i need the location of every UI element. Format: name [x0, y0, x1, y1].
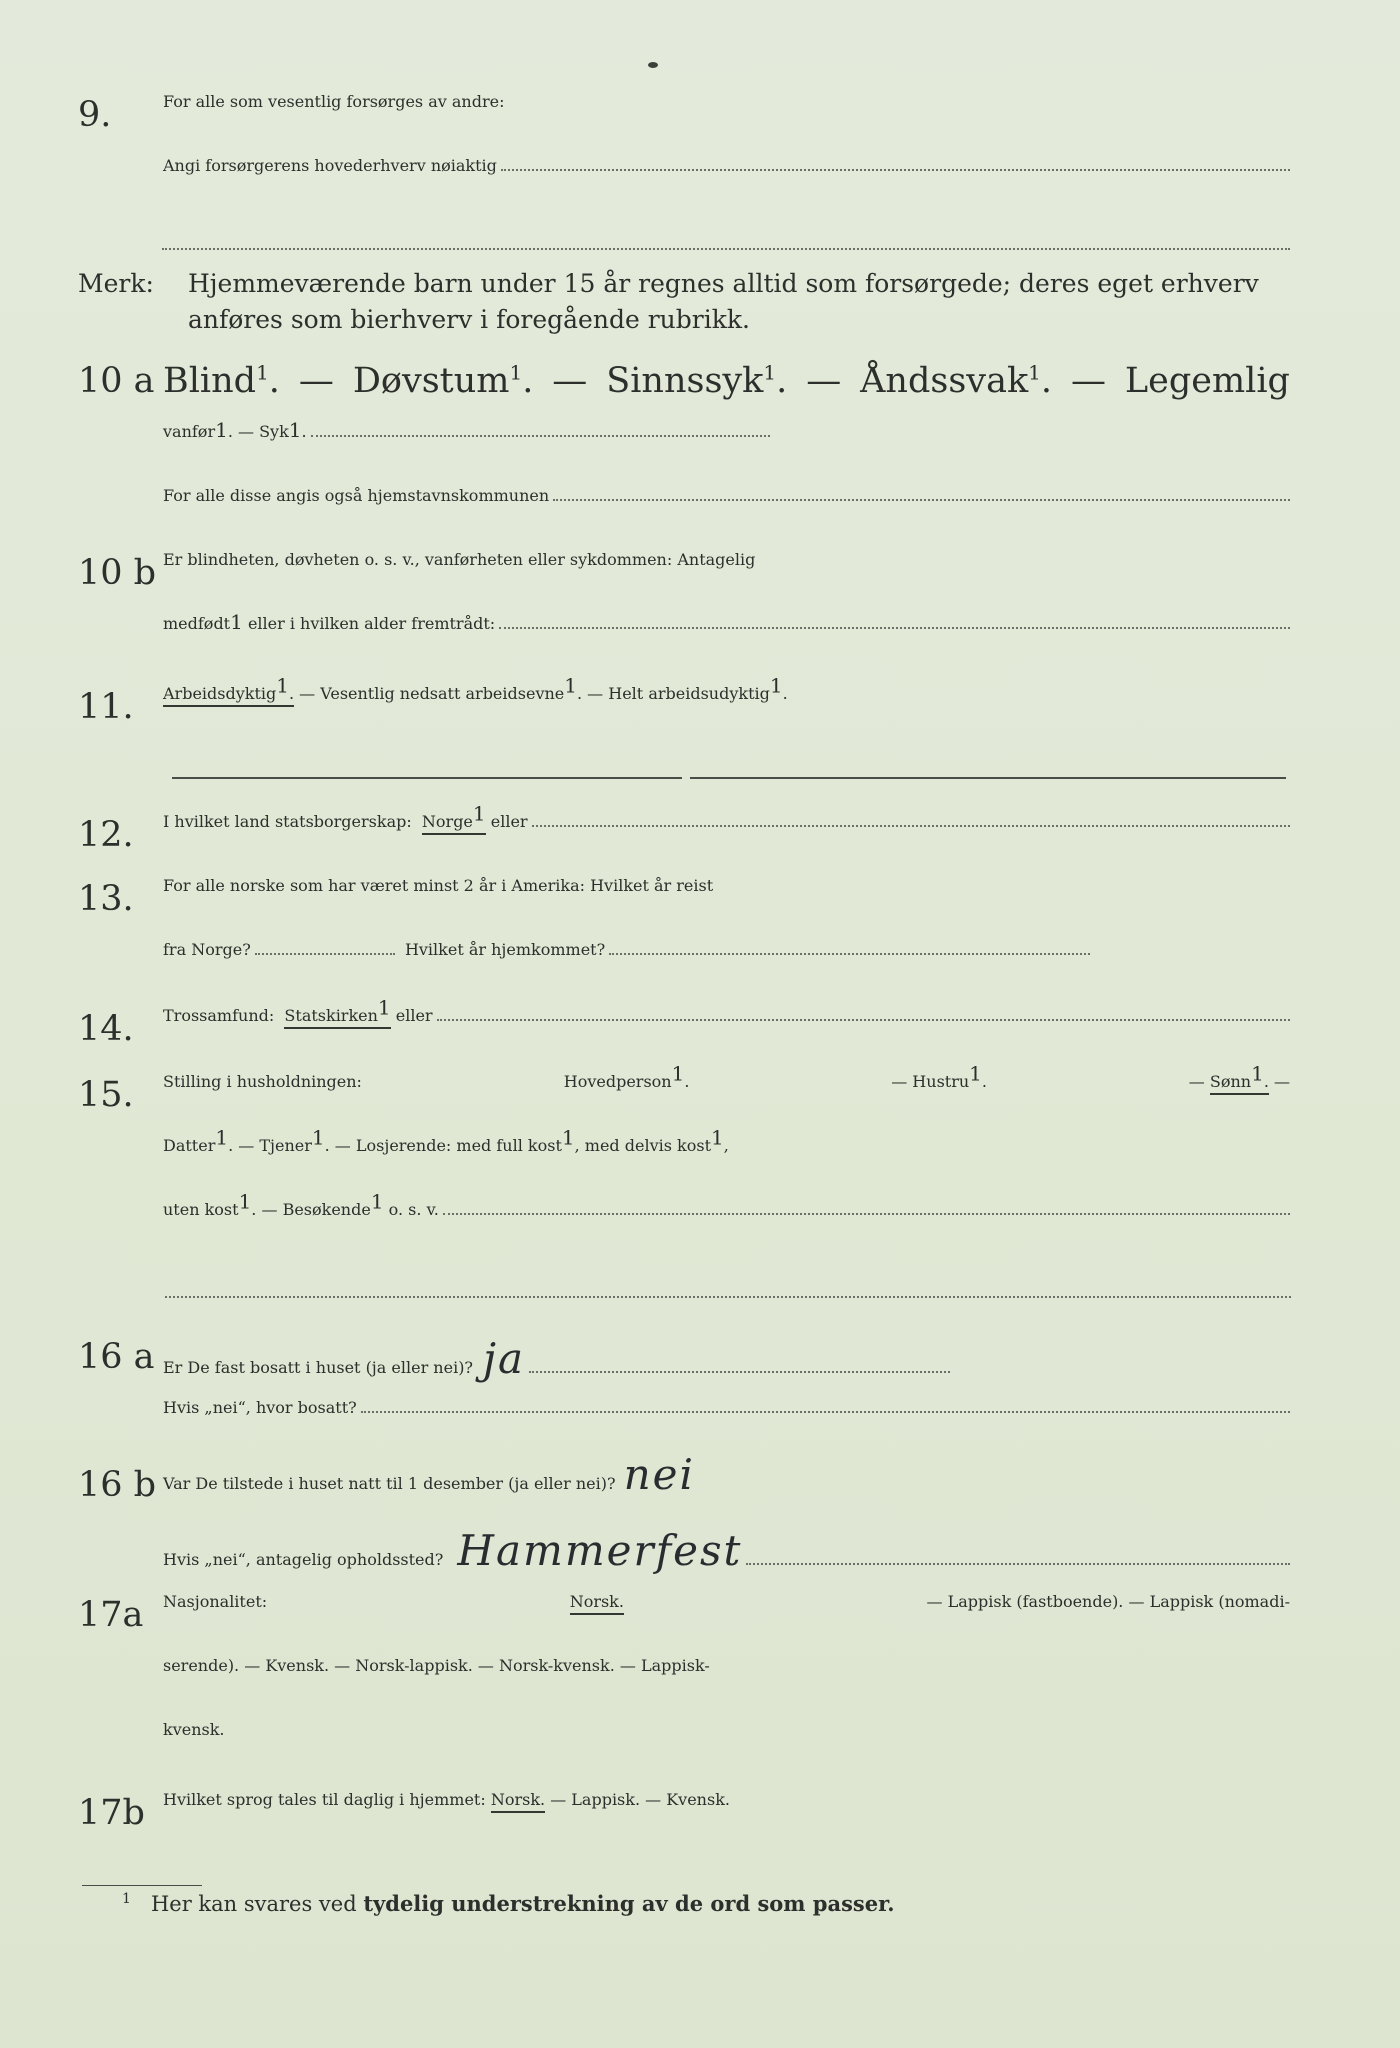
- option-lappisk[interactable]: — Lappisk (fastboende). — Lappisk (nomadi-: [926, 1592, 1290, 1611]
- question-13: [78, 876, 1290, 996]
- question-number: 10 a: [78, 361, 155, 401]
- answer-line[interactable]: [162, 248, 1290, 250]
- handwritten-answer: ja: [483, 1334, 526, 1383]
- merk-note: [78, 266, 1290, 346]
- answer-line[interactable]: [553, 499, 1290, 501]
- ink-speck: [648, 62, 658, 68]
- option-besokende[interactable]: — Besøkende1: [261, 1189, 384, 1219]
- option-norge-selected[interactable]: Norge1: [422, 812, 486, 835]
- option-full-kost[interactable]: — Losjerende: med full kost1: [334, 1125, 575, 1155]
- question-text: Angi forsørgerens hovederhverv nøiaktig: [163, 156, 497, 175]
- question-text: For alle som vesentlig forsørges av andre:: [163, 92, 505, 111]
- answer-line[interactable]: [165, 1296, 1291, 1298]
- option-uten-kost[interactable]: uten kost1.: [163, 1189, 257, 1219]
- question-number: 9.: [78, 95, 112, 135]
- answer-line[interactable]: [443, 1213, 1290, 1215]
- question-text: Hvilket sprog tales til daglig i hjemmet:: [163, 1790, 486, 1809]
- option-blind[interactable]: Blind: [163, 361, 257, 401]
- question-number: 10 b: [78, 553, 157, 593]
- footnote: [122, 1890, 895, 1918]
- question-text: Var De tilstede i huset natt til 1 desember (ja eller nei)?: [163, 1474, 616, 1493]
- answer-line[interactable]: [532, 825, 1290, 827]
- question-number: 16 b: [78, 1465, 157, 1505]
- option-hustru[interactable]: — Hustru1.: [891, 1061, 987, 1091]
- question-number: 12.: [78, 815, 134, 855]
- question-17b: [78, 1790, 1290, 1850]
- footnote-rule: [82, 1885, 202, 1886]
- question-number: 15.: [78, 1075, 134, 1115]
- question-text: For alle disse angis også hjemstavnskommunen: [163, 486, 550, 505]
- answer-line[interactable]: [437, 1019, 1290, 1021]
- question-14: [78, 995, 1290, 1056]
- question-number: 16 a: [78, 1337, 155, 1377]
- merk-text: Hjemmeværende barn under 15 år regnes alltid som forsørgede; deres eget erhverv: [188, 269, 1259, 298]
- question-number: 17b: [78, 1793, 145, 1833]
- question-text: Hvilket år hjemkommet?: [404, 940, 606, 959]
- handwritten-answer: nei: [623, 1450, 695, 1499]
- option-list[interactable]: kvensk.: [163, 1720, 225, 1739]
- separator-line: [690, 777, 1286, 779]
- question-text: Er blindheten, døvheten o. s. v., vanførheten eller sykdommen: Antagelig: [163, 550, 756, 569]
- option-norsk-selected[interactable]: Norsk.: [491, 1790, 545, 1813]
- question-16a: [78, 1334, 1290, 1454]
- question-17a: [78, 1592, 1290, 1782]
- option-udyktig[interactable]: — Helt arbeidsudyktig1.: [587, 673, 788, 703]
- option-vanfor[interactable]: vanfør: [163, 422, 216, 441]
- question-text: Nasjonalitet:: [163, 1592, 268, 1611]
- option-dovstum[interactable]: Døvstum: [352, 361, 510, 401]
- option-sinnssyk[interactable]: Sinnssyk: [606, 361, 764, 401]
- option-datter[interactable]: Datter1.: [163, 1125, 234, 1155]
- question-10a: 10 a Blind$^1$. — Døvstum$^1$. — Sinnssyk$^1$. — Åndssvak$^1$. — Legemlig vanfør 1 . — Syk 1 . For alle disse angis også hjemstavnskommunen: [78, 358, 1290, 548]
- question-number: 13.: [78, 879, 134, 919]
- option-syk[interactable]: Syk: [259, 422, 289, 441]
- option-hovedperson[interactable]: Hovedperson1.: [563, 1061, 690, 1091]
- option-tjener[interactable]: — Tjener1.: [238, 1125, 330, 1155]
- question-text: Hvis „nei“, hvor bosatt?: [163, 1398, 357, 1417]
- handwritten-answer: Hammerfest: [457, 1526, 743, 1575]
- merk-text: anføres som bierhverv i foregående rubrikk.: [188, 305, 750, 334]
- question-text: Stilling i husholdningen:: [163, 1072, 362, 1091]
- answer-line[interactable]: [501, 169, 1290, 171]
- footnote-mark: 1: [122, 1891, 131, 1907]
- question-text: eller i hvilken alder fremtrådt:: [247, 614, 496, 633]
- footnote-text: Her kan svares ved: [150, 1892, 357, 1916]
- merk-label: Merk:: [78, 269, 154, 298]
- question-text: fra Norge?: [163, 940, 251, 959]
- option-medfodt[interactable]: medfødt: [163, 614, 231, 633]
- footnote-bold-text: tydelig understrekning av de ord som passer.: [363, 1891, 895, 1916]
- option-list[interactable]: — Lappisk. — Kvensk.: [550, 1790, 730, 1809]
- question-number: 14.: [78, 1009, 134, 1049]
- answer-line[interactable]: [361, 1411, 1290, 1413]
- answer-line[interactable]: [255, 953, 395, 955]
- eller-label: eller: [490, 812, 528, 831]
- answer-line[interactable]: [529, 1371, 950, 1373]
- question-number: 17a: [78, 1595, 144, 1635]
- question-text: For alle norske som har været minst 2 år i Amerika: Hvilket år reist: [163, 876, 714, 895]
- question-text: I hvilket land statsborgerskap:: [163, 812, 412, 831]
- question-text: Er De fast bosatt i huset (ja eller nei)?: [163, 1358, 474, 1377]
- option-norsk-selected[interactable]: Norsk.: [570, 1592, 624, 1615]
- question-number: 11.: [78, 687, 134, 727]
- answer-line[interactable]: [609, 953, 1090, 955]
- separator-line: [172, 777, 682, 779]
- option-statskirken-selected[interactable]: Statskirken1: [284, 1006, 390, 1029]
- question-16b: [78, 1450, 1290, 1582]
- osv-label: o. s. v.: [388, 1200, 439, 1219]
- question-12: [78, 801, 1290, 862]
- option-sonn-selected[interactable]: Sønn1.: [1210, 1072, 1269, 1095]
- option-nedsatt[interactable]: — Vesentlig nedsatt arbeidsevne1.: [299, 673, 583, 703]
- option-list[interactable]: serende). — Kvensk. — Norsk-lappisk. — Norsk-kvensk. — Lappisk-: [163, 1656, 710, 1675]
- question-10b: 10 b Er blindheten, døvheten o. s. v., vanførheten eller sykdommen: Antagelig medfødt 1 eller i hvilken alder fremtrådt:: [78, 550, 1290, 670]
- option-arbeidsdyktig-selected[interactable]: Arbeidsdyktig1.: [163, 684, 294, 707]
- answer-line[interactable]: [746, 1563, 1290, 1565]
- option-andssvak[interactable]: Åndssvak: [860, 361, 1029, 401]
- answer-line[interactable]: [311, 435, 770, 437]
- question-15: 15. Stilling i husholdningen: Hovedperson1. — Hustru1. — Sønn1. — Datter1. — Tjener1. — Losjerende: med full kost1 , med delvis kost1, uten kost1. — Besøkende1 o. s. v.: [78, 1061, 1290, 1219]
- option-legemlig[interactable]: Legemlig: [1124, 361, 1290, 401]
- eller-label: eller: [395, 1006, 433, 1025]
- option-delvis-kost[interactable]: , med delvis kost1,: [574, 1125, 729, 1155]
- question-text: Trossamfund:: [163, 1006, 275, 1025]
- answer-line[interactable]: [499, 627, 1290, 629]
- question-11: [78, 673, 1290, 744]
- question-text: Hvis „nei“, antagelig opholdssted?: [163, 1550, 444, 1569]
